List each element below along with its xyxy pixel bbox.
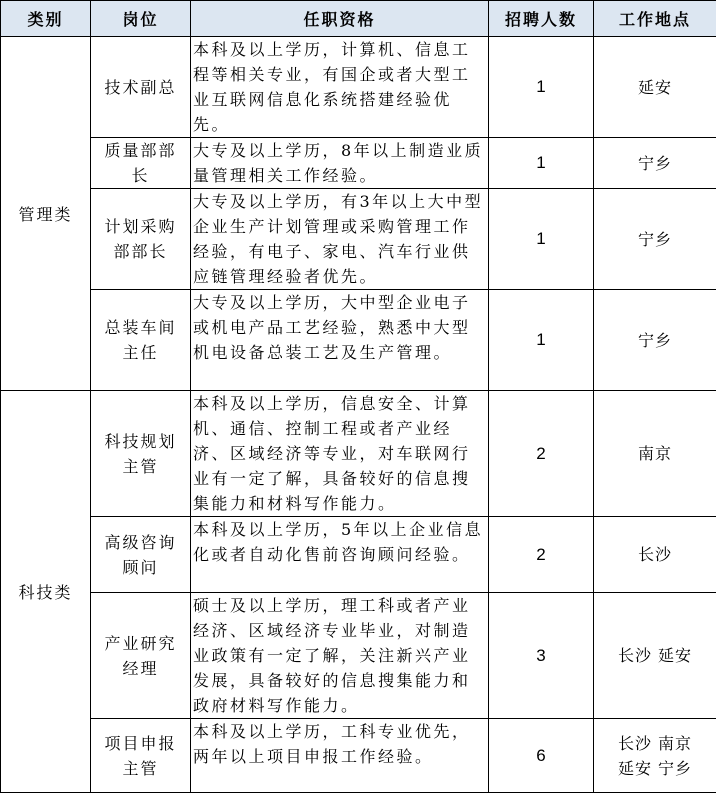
table-row xyxy=(1,517,716,593)
count-cell: 1 xyxy=(489,189,594,290)
requirements-cell: 本科及以上学历，信息安全、计算机、通信、控制工程或者产业经济、区域经济等专业，对车联网行业有一定了解，具备较好的信息搜集能力和材料写作能力。 xyxy=(191,391,489,517)
requirements-cell: 大专及以上学历，8年以上制造业质量管理相关工作经验。 xyxy=(191,138,489,189)
category-cell-management: 管理类 xyxy=(1,37,91,391)
count-cell: 1 xyxy=(489,138,594,189)
count-cell: 1 xyxy=(489,37,594,138)
header-category: 类别 xyxy=(1,1,91,37)
position-cell: 总装车间主任 xyxy=(91,290,191,391)
table-row xyxy=(1,593,716,719)
count-cell: 6 xyxy=(489,719,594,793)
count-cell: 2 xyxy=(489,517,594,593)
table-row xyxy=(1,391,716,517)
requirements-cell: 大专及以上学历，有3年以上大中型企业生产计划管理或采购管理工作经验，有电子、家电、汽车行业供应链管理经验者优先。 xyxy=(191,189,489,290)
position-cell: 科技规划主管 xyxy=(91,391,191,517)
position-cell: 高级咨询顾问 xyxy=(91,517,191,593)
header-row xyxy=(1,1,716,37)
table-row xyxy=(1,189,716,290)
location-cell: 宁乡 xyxy=(594,290,716,391)
table-row xyxy=(1,37,716,138)
table-row xyxy=(1,290,716,391)
location-cell: 长沙 延安 xyxy=(594,593,716,719)
count-cell: 1 xyxy=(489,290,594,391)
category-cell-technology: 科技类 xyxy=(1,391,91,793)
requirements-cell: 本科及以上学历，5年以上企业信息化或者自动化售前咨询顾问经验。 xyxy=(191,517,489,593)
table-row xyxy=(1,138,716,189)
position-cell: 项目申报主管 xyxy=(91,719,191,793)
position-cell: 技术副总 xyxy=(91,37,191,138)
location-cell: 宁乡 xyxy=(594,189,716,290)
location-cell: 延安 xyxy=(594,37,716,138)
requirements-cell: 本科及以上学历，计算机、信息工程等相关专业，有国企或者大型工业互联网信息化系统搭建经验优先。 xyxy=(191,37,489,138)
requirements-cell: 硕士及以上学历，理工科或者产业经济、区域经济专业毕业，对制造业政策有一定了解，关注新兴产业发展，具备较好的信息搜集能力和政府材料写作能力。 xyxy=(191,593,489,719)
header-count: 招聘人数 xyxy=(489,1,594,37)
position-cell: 产业研究经理 xyxy=(91,593,191,719)
position-cell: 质量部部长 xyxy=(91,138,191,189)
position-cell: 计划采购部部长 xyxy=(91,189,191,290)
header-position: 岗位 xyxy=(91,1,191,37)
count-cell: 2 xyxy=(489,391,594,517)
location-cell: 长沙 南京 延安 宁乡 xyxy=(594,719,716,793)
count-cell: 3 xyxy=(489,593,594,719)
header-requirements: 任职资格 xyxy=(191,1,489,37)
location-cell: 长沙 xyxy=(594,517,716,593)
location-cell: 宁乡 xyxy=(594,138,716,189)
requirements-cell: 本科及以上学历，工科专业优先，两年以上项目申报工作经验。 xyxy=(191,719,489,793)
table-row xyxy=(1,719,716,793)
requirements-cell: 大专及以上学历，大中型企业电子或机电产品工艺经验，熟悉中大型机电设备总装工艺及生产管理。 xyxy=(191,290,489,391)
header-location: 工作地点 xyxy=(594,1,716,37)
location-cell: 南京 xyxy=(594,391,716,517)
